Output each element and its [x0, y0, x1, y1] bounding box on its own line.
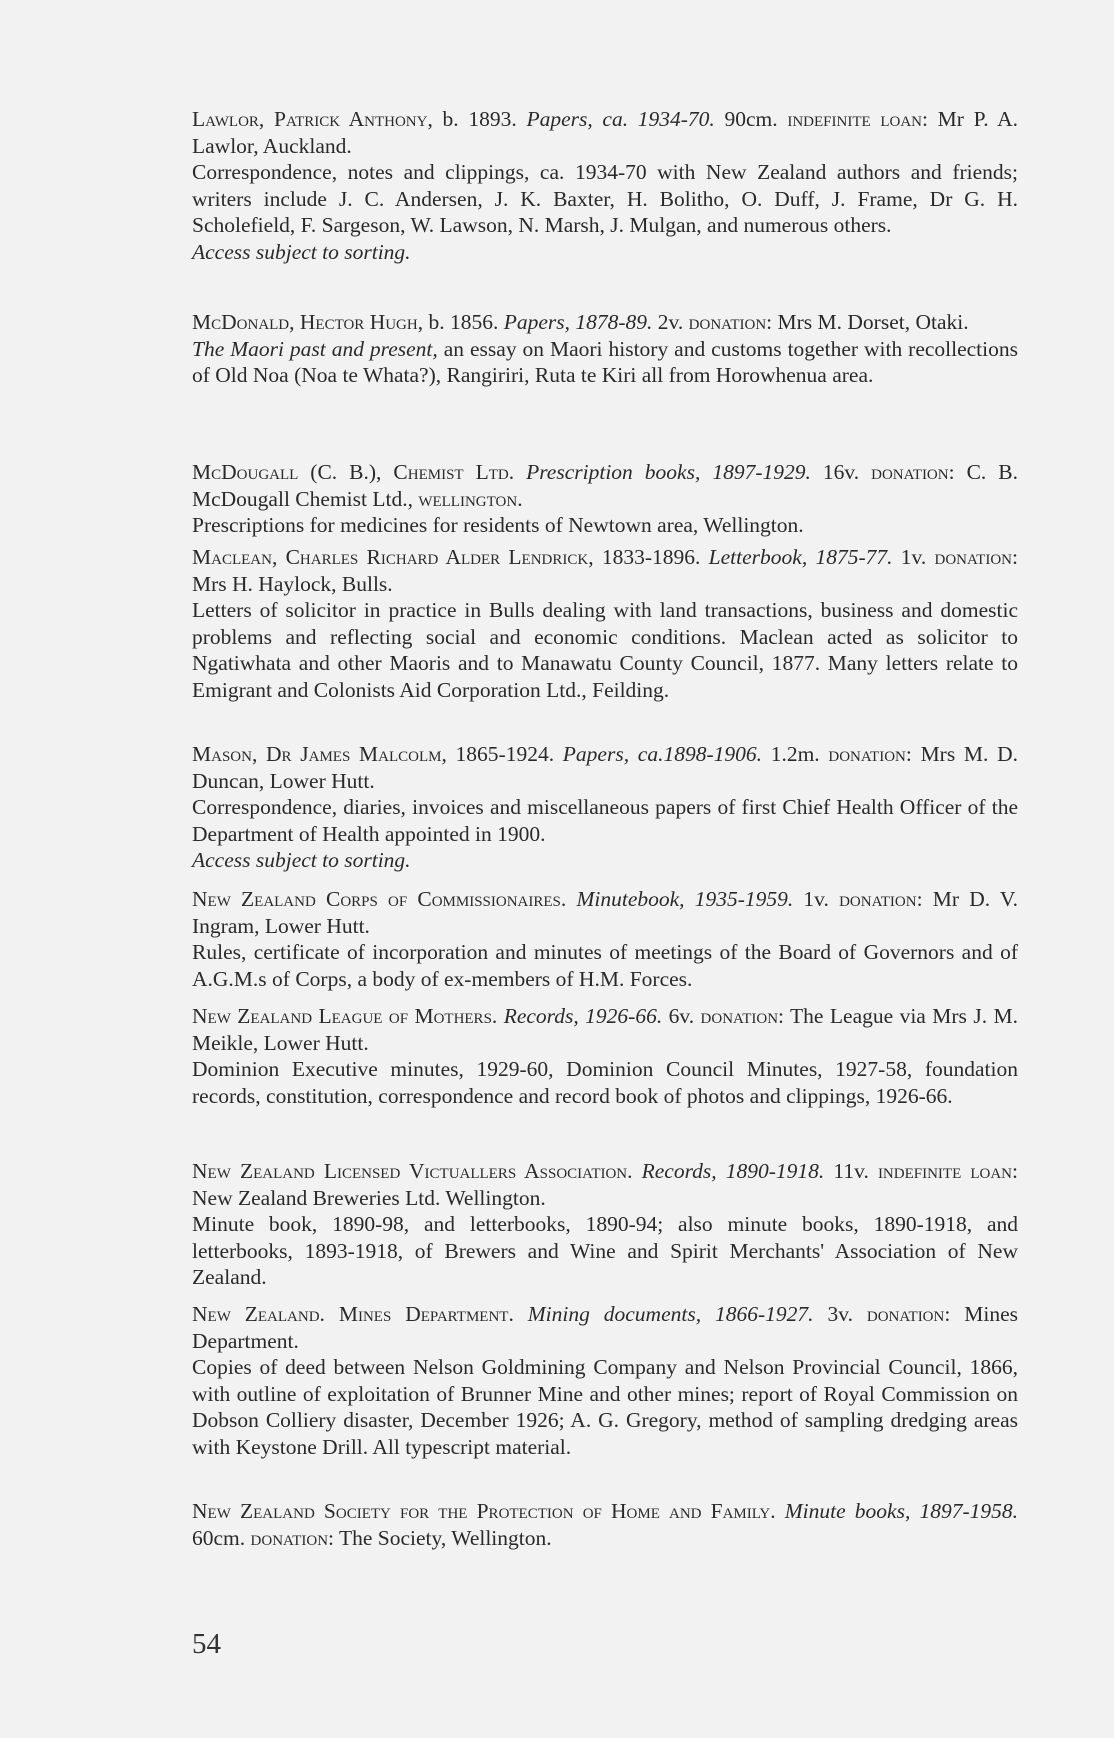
entry-extent: 16v.: [810, 460, 872, 484]
entry-extent: 60cm.: [192, 1525, 251, 1550]
entry-description: Copies of deed between Nelson Goldmining Company and Nelson Provincial Council, 1866, with outline of exploitation of Brunner Mine and other mines; report of Royal Commission on Dobson Colliery disaster, December 1926; A. G. Gregory, method of sampling dredging areas with Keystone Drill. All typescript material.: [192, 1355, 1018, 1459]
entry-description: Letters of solicitor in practice in Bulls dealing with land transactions, business and domestic problems and reflecting social and economic conditions. Maclean acted as solicitor to Ngatiwhata and other Maoris and to Manawatu County Council, 1877. Many letters relate to Emigrant and Colonists Aid Corporation Ltd., Feilding.: [192, 598, 1018, 702]
acquisition-source: : The League via Mrs J. M. Meikle, Lower Hutt.: [192, 1004, 1018, 1055]
entry-heading: McDougall (C. B.), Chemist Ltd.: [192, 460, 515, 484]
entry-heading: New Zealand League of Mothers.: [192, 1004, 498, 1028]
page-number: 54: [192, 1628, 221, 1660]
entry-dates: , b. 1856.: [417, 310, 504, 334]
entry-title: Minutebook, 1935-1959.: [576, 887, 794, 911]
entry-extent: 1.2m.: [762, 742, 829, 766]
entry-title: Records, 1926-66.: [503, 1004, 663, 1028]
entry-heading: New Zealand Society for the Protection of Home and Family.: [192, 1499, 776, 1523]
entry-heading: Maclean, Charles Richard Alder Lendrick: [192, 545, 589, 569]
acquisition-source: : Mr P. A. Lawlor, Auckland.: [192, 107, 1018, 158]
acquisition-type: donation: [688, 310, 767, 334]
acquisition-place: wellington.: [418, 486, 523, 511]
entry-extent: 11v.: [824, 1159, 878, 1183]
acquisition-source: : Mrs H. Haylock, Bulls.: [192, 545, 1018, 596]
entry-description: Dominion Executive minutes, 1929-60, Dominion Council Minutes, 1927-58, foundation records, constitution, correspondence and record book of photos and clippings, 1926-66.: [192, 1057, 1018, 1108]
entry-dates: , b. 1893.: [427, 107, 527, 131]
entry-title: Minute books, 1897-1958.: [784, 1499, 1019, 1523]
entry-extent: 1v.: [793, 887, 840, 911]
acquisition-type: donation: [866, 1302, 945, 1326]
entry-description: [192, 336, 1018, 389]
entry-description: Rules, certificate of incorporation and minutes of meetings of the Board of Governors and of A.G.M.s of Corps, a body of ex-members of H.M. Forces.: [192, 940, 1018, 991]
entry-title: Papers, ca. 1934-70.: [526, 107, 715, 131]
entry-header: [192, 1003, 1018, 1056]
entry-maclean: [192, 544, 1018, 703]
acquisition-type: donation: [871, 460, 949, 484]
entry-extent: 3v.: [813, 1302, 867, 1326]
entry-header: [192, 106, 1018, 159]
entry-description: Minute book, 1890-98, and letterbooks, 1890-94; also minute books, 1890-1918, and letterbooks, 1893-1918, of Brewers and Wine and Spirit Merchants' Association of New Zealand.: [192, 1212, 1018, 1289]
entry-nz-league-of-mothers: [192, 1003, 1018, 1109]
entry-title: Prescription books, 1897-1929.: [526, 460, 811, 484]
entry-header: [192, 459, 1018, 512]
acquisition-source: : Mrs M. Dorset, Otaki.: [766, 310, 969, 334]
entry-title: Papers, ca.1898-1906.: [562, 742, 762, 766]
entry-extent: 6v.: [662, 1004, 701, 1028]
entry-nz-licensed-victuallers: [192, 1158, 1018, 1291]
entry-nz-society-protection-home-family: [192, 1498, 1018, 1551]
entry-mcdougall: [192, 459, 1018, 539]
entry-heading: Mason, Dr James Malcolm: [192, 742, 442, 766]
entry-note: Access subject to sorting.: [192, 239, 411, 264]
entry-title: Papers, 1878-89.: [503, 310, 653, 334]
entry-mcdonald: [192, 309, 1018, 389]
entry-heading: McDonald, Hector Hugh: [192, 310, 418, 334]
entry-description: Correspondence, notes and clippings, ca. 1934-70 with New Zealand authors and friends; writers include J. C. Andersen, J. K. Baxter, H. Bolitho, O. Duff, J. Frame, Dr G. H. Scholefield, F. Sargeson, W. Lawson, N. Marsh, J. Mulgan, and numerous others.: [192, 160, 1018, 237]
acquisition-type: donation: [934, 545, 1013, 569]
acquisition-source: : Mines Department.: [192, 1302, 1018, 1353]
acquisition-type: donation: [839, 887, 917, 911]
entry-lawlor: [192, 106, 1018, 265]
entry-header: [192, 1158, 1018, 1211]
acquisition-type: indefinite loan: [787, 107, 923, 131]
entry-nz-corps-commissionaires: [192, 886, 1018, 992]
entry-header: [192, 741, 1018, 794]
entry-heading: Lawlor, Patrick Anthony: [192, 107, 428, 131]
entry-nz-mines-department: [192, 1301, 1018, 1460]
entry-header: [192, 544, 1018, 597]
entry-extent: 2v.: [652, 310, 689, 334]
acquisition-source: : Mrs M. D. Duncan, Lower Hutt.: [192, 742, 1019, 793]
entry-heading: New Zealand Corps of Commissionaires.: [192, 887, 567, 911]
entry-dates: , 1833-1896.: [588, 545, 709, 569]
entry-header: [192, 1498, 1018, 1551]
entry-dates: , 1865-1924.: [441, 742, 563, 766]
entry-note: Access subject to sorting.: [192, 848, 411, 872]
description-title: The Maori past and present,: [192, 336, 438, 361]
entry-heading: New Zealand. Mines Department.: [192, 1302, 514, 1326]
entry-extent: 1v.: [892, 545, 935, 569]
entry-heading: New Zealand Licensed Victuallers Association.: [192, 1159, 633, 1183]
entry-title: Letterbook, 1875-77.: [708, 545, 893, 569]
entry-description: Prescriptions for medicines for residents of Newtown area, Wellington.: [192, 513, 804, 537]
entry-description: Correspondence, diaries, invoices and miscellaneous papers of first Chief Health Officer of the Department of Health appointed in 1900.: [192, 795, 1018, 846]
entry-header: [192, 1301, 1018, 1354]
acquisition-type: donation: [700, 1004, 779, 1028]
description-text: an essay on Maori history and customs together with recollections of Old Noa (Noa te Whata?), Rangiriri, Ruta te Kiri all from Horowhenua area.: [192, 336, 1019, 387]
entry-header: [192, 886, 1018, 939]
entry-header: [192, 309, 1018, 336]
entry-mason: [192, 741, 1018, 874]
acquisition-source: : The Society, Wellington.: [328, 1525, 552, 1550]
acquisition-source: : New Zealand Breweries Ltd. Wellington.: [192, 1159, 1018, 1210]
entry-title: Mining documents, 1866-1927.: [527, 1302, 814, 1326]
entry-extent: 90cm.: [714, 107, 788, 131]
acquisition-type: indefinite loan: [877, 1159, 1013, 1183]
acquisition-type: donation: [828, 742, 906, 766]
acquisition-type: donation: [250, 1525, 329, 1550]
entry-title: Records, 1890-1918.: [641, 1159, 825, 1183]
acquisition-source: : C. B. McDougall Chemist Ltd.,: [192, 460, 1019, 511]
acquisition-source: : Mr D. V. Ingram, Lower Hutt.: [192, 887, 1019, 938]
